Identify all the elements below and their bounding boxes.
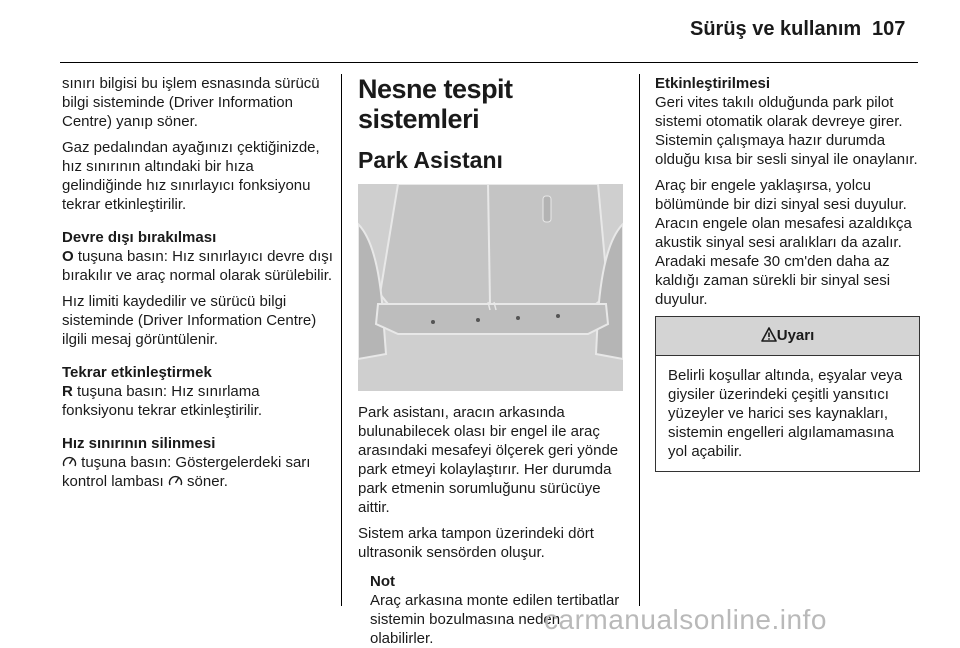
paragraph-text: tuşuna basın: Hız sınırlama fonksiyonu tekrar etkinleştirilir.	[62, 383, 263, 419]
paragraph-text: söner.	[182, 473, 228, 490]
note-text: Araç arkasına monte edilen tertibatlar sistemin bozulmasına neden olabilirler.	[370, 592, 620, 647]
paragraph	[62, 453, 334, 491]
subsection-title: Park Asistanı	[358, 147, 503, 173]
column-3	[655, 74, 920, 472]
column-1	[62, 74, 334, 498]
paragraph-text: tuşuna basın: Hız sınırlayıcı devre dışı bırakılır ve araç normal olarak sürülebilir.	[62, 248, 333, 284]
warning-text: Belirli koşullar altında, eşyalar veya giysiler üzerindeki çeşitli yansıtıcı yüzeyler ve harici ses kaynakları, sistemin engelleri algılamamasına yol açabilir.	[668, 367, 903, 460]
warning-title: Uyarı	[776, 327, 815, 344]
heading-deactivate: Devre dışı bırakılması	[62, 229, 217, 246]
column-divider-1	[341, 74, 342, 606]
paragraph: Araç bir engele yaklaşırsa, yolcu bölümünde bir dizi sinyal sesi duyulur. Aracın engele olan mesafesi azaldıkça akustik sinyal sesi aralıkları da azalır. Aradaki mesafe 30 cm'den daha az kaldığı zaman sürekli bir sinyal sesi duyulur.	[655, 177, 912, 308]
paragraph	[62, 247, 334, 285]
speed-limiter-icon	[62, 455, 77, 468]
column-divider-2	[639, 74, 640, 606]
section-title: Nesne tespit sistemleri	[358, 74, 513, 134]
header-rule	[60, 62, 918, 63]
column-2	[358, 74, 623, 648]
heading-clear-limit: Hız sınırının silinmesi	[62, 435, 216, 452]
button-symbol-r: R	[62, 383, 73, 400]
heading-reactivate: Tekrar etkinleştirmek	[62, 364, 212, 381]
van-rear-drawing	[358, 184, 623, 391]
note-label: Not	[370, 573, 395, 590]
watermark: carmanualsonline.info	[544, 604, 827, 635]
heading-activation: Etkinleştirilmesi	[655, 75, 771, 92]
warning-box	[655, 316, 920, 472]
warning-triangle-icon	[761, 327, 777, 342]
paragraph: Gaz pedalından ayağınızı çektiğinizde, hız sınırının altındaki bir hıza gelindiğinde hız sınırlayıcı fonksiyonu tekrar etkinleştirilir.	[62, 139, 320, 213]
button-symbol-o: O	[62, 248, 74, 265]
paragraph: Park asistanı, aracın arkasında bulunabilecek olası bir engel ile araç arasındaki mesafeyi ölçerek geri yönde park etmeyi kolaylaştırır. Her durumda park etmenin sorumluğunu sürücüye aittir.	[358, 404, 619, 516]
warning-header	[656, 317, 919, 356]
paragraph: sınırı bilgisi bu işlem esnasında sürücü bilgi sisteminde (Driver Information Centre) yanıp söner.	[62, 75, 320, 130]
page-number: 107	[872, 18, 906, 40]
paragraph-text: tuşuna basın: Göstergelerdeki sarı kontrol lambası	[62, 454, 311, 490]
van-rear-illustration	[358, 184, 623, 391]
paragraph: Sistem arka tampon üzerindeki dört ultrasonik sensörden oluşur.	[358, 525, 594, 561]
paragraph	[62, 382, 334, 420]
paragraph: Hız limiti kaydedilir ve sürücü bilgi sisteminde (Driver Information Centre) ilgili mesaj görüntülenir.	[62, 293, 317, 348]
paragraph: Geri vites takılı olduğunda park pilot sistemi otomatik olarak devreye girer. Sistemin çalışmaya hazır durumda olduğu kısa bir sesli sinyal ile onaylanır.	[655, 94, 918, 168]
running-header-title: Sürüş ve kullanım	[690, 18, 862, 40]
speed-limiter-icon	[168, 474, 183, 487]
